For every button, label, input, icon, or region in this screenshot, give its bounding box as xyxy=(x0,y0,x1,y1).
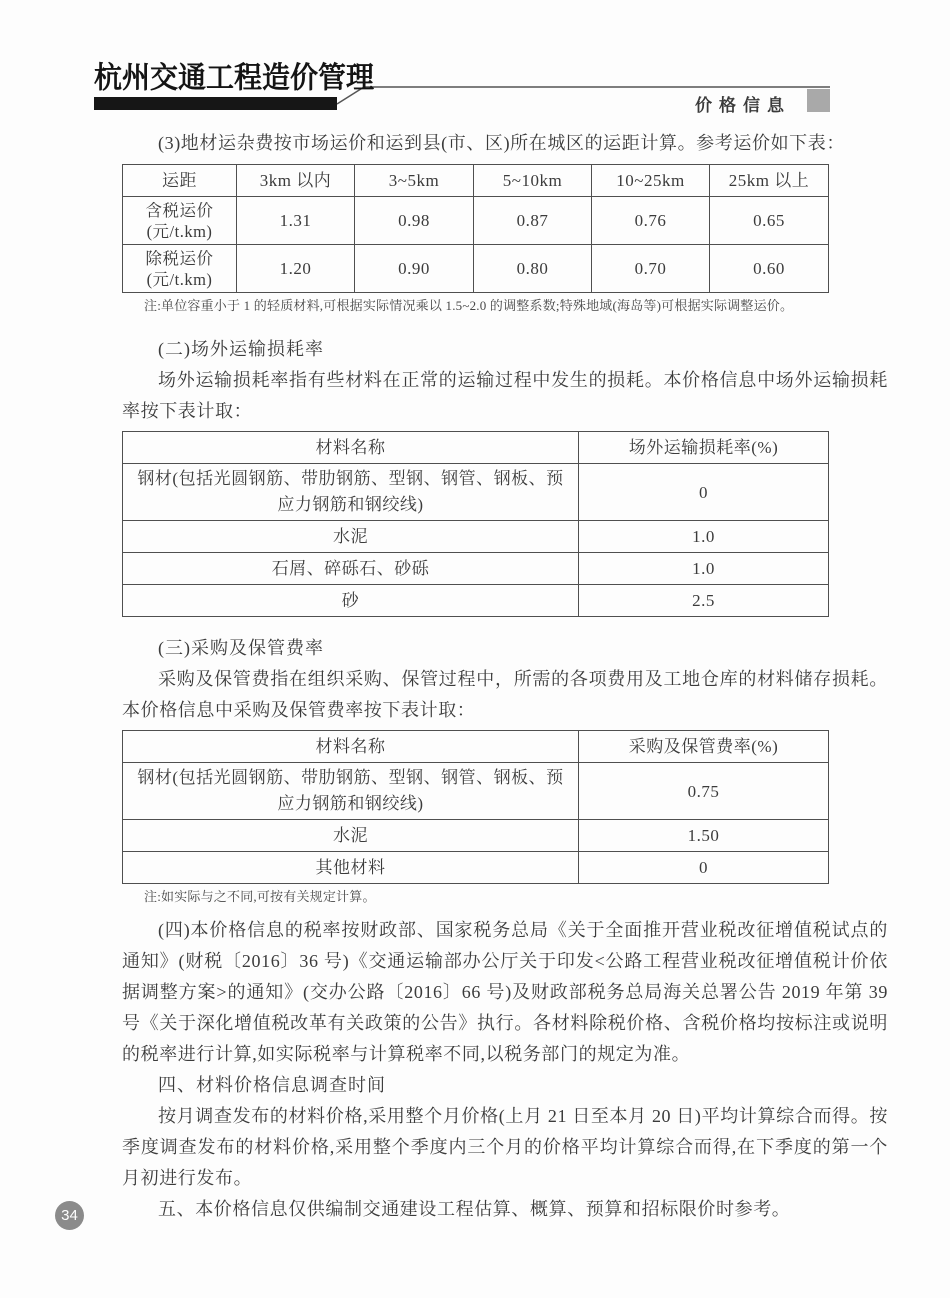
row-label: 含税运价 xyxy=(145,200,214,220)
value-cell: 0 xyxy=(579,464,829,521)
value-cell: 0.80 xyxy=(474,245,592,293)
section-2-paragraph: 场外运输损耗率指有些材料在正常的运输过程中发生的损耗。本价格信息中场外运输损耗率按下表计取： xyxy=(122,370,888,421)
value-cell: 0.98 xyxy=(355,197,474,245)
value-cell: 0.60 xyxy=(710,245,829,293)
value-cell: 0 xyxy=(579,852,829,884)
section-2-heading: (二)场外运输损耗率 xyxy=(158,339,324,359)
masthead-title: 杭州交通工程造价管理 xyxy=(94,61,375,94)
material-cell: 其他材料 xyxy=(123,852,579,884)
header-cell: 场外运输损耗率(%) xyxy=(579,432,829,464)
header-cell: 3km 以内 xyxy=(237,165,355,197)
section-3-paragraph: 采购及保管费指在组织采购、保管过程中，所需的各项费用及工地仓库的材料储存损耗。本价格信息中采购及保管费率按下表计取： xyxy=(122,669,888,720)
page-number-badge: 34 xyxy=(55,1201,84,1230)
header-cell: 5~10km xyxy=(474,165,592,197)
section-4-heading: 四、材料价格信息调查时间 xyxy=(158,1075,386,1095)
value-cell: 0.70 xyxy=(592,245,710,293)
material-cell: 水泥 xyxy=(123,521,579,553)
row-unit: (元/t.km) xyxy=(146,269,213,289)
value-cell: 0.75 xyxy=(579,763,829,820)
material-cell: 砂 xyxy=(123,585,579,617)
value-cell: 0.76 xyxy=(592,197,710,245)
table-row xyxy=(123,197,829,245)
material-cell: 水泥 xyxy=(123,820,579,852)
table-row xyxy=(123,245,829,293)
table-row xyxy=(123,521,829,553)
table-row xyxy=(123,553,829,585)
value-cell: 0.87 xyxy=(474,197,592,245)
table-header-row xyxy=(123,432,829,464)
paragraph-3-freight-intro: (3)地材运杂费按市场运价和运到县(市、区)所在城区的运距计算。参考运价如下表： xyxy=(158,133,845,153)
header-cell: 运距 xyxy=(123,165,237,197)
value-cell: 2.5 xyxy=(579,585,829,617)
procurement-table-note: 注:如实际与之不同,可按有关规定计算。 xyxy=(144,889,376,904)
value-cell: 1.20 xyxy=(237,245,355,293)
header-cell: 3~5km xyxy=(355,165,474,197)
value-cell: 1.0 xyxy=(579,521,829,553)
section-4-paragraph: 按月调查发布的材料价格,采用整个月价格(上月 21 日至本月 20 日)平均计算综合而得。按季度调查发布的材料价格,采用整个季度内三个月的价格平均计算综合而得,在下季度的第一个月初进行发布。 xyxy=(122,1106,888,1188)
procurement-fee-table xyxy=(122,730,829,884)
header-cell: 材料名称 xyxy=(123,731,579,763)
table-header-row xyxy=(123,731,829,763)
row-unit: (元/t.km) xyxy=(146,221,213,241)
header-cell: 采购及保管费率(%) xyxy=(579,731,829,763)
masthead-black-bar xyxy=(94,97,337,110)
table-row xyxy=(123,464,829,521)
table-header-row xyxy=(123,165,829,197)
row-label-cell xyxy=(123,197,237,245)
value-cell: 1.0 xyxy=(579,553,829,585)
table-row xyxy=(123,852,829,884)
transport-loss-table xyxy=(122,431,829,617)
section-3-heading: (三)采购及保管费率 xyxy=(158,638,324,658)
table-row xyxy=(123,763,829,820)
value-cell: 0.90 xyxy=(355,245,474,293)
header-cell: 10~25km xyxy=(592,165,710,197)
material-cell: 钢材(包括光圆钢筋、带肋钢筋、型钢、钢管、钢板、预应力钢筋和钢绞线) xyxy=(123,763,579,820)
header-cell: 25km 以上 xyxy=(710,165,829,197)
paragraph-4-tax-policy: (四)本价格信息的税率按财政部、国家税务总局《关于全面推开营业税改征增值税试点的通知》(财税〔2016〕36 号)《交通运输部办公厅关于印发<公路工程营业税改征增值税计价依据调整方案>的通知》(交办公路〔2016〕66 号)及财政部税务总局海关总署公告 2019 年第 39 号《关于深化增值税改革有关政策的公告》执行。各材料除税价格、含税价格均按标注或说明的税率进行计算,如实际税率与计算税率不同,以税务部门的规定为准。 xyxy=(122,920,888,1064)
row-label: 除税运价 xyxy=(145,248,214,268)
table-row xyxy=(123,585,829,617)
material-cell: 钢材(包括光圆钢筋、带肋钢筋、型钢、钢管、钢板、预应力钢筋和钢绞线) xyxy=(123,464,579,521)
material-cell: 石屑、碎砾石、砂砾 xyxy=(123,553,579,585)
paragraph-5-reference-note: 五、本价格信息仅供编制交通建设工程估算、概算、预算和招标限价时参考。 xyxy=(158,1199,791,1219)
table-row xyxy=(123,820,829,852)
freight-rate-table xyxy=(122,164,829,293)
row-label-cell xyxy=(123,245,237,293)
header-cell: 材料名称 xyxy=(123,432,579,464)
value-cell: 0.65 xyxy=(710,197,829,245)
freight-table-note: 注:单位容重小于 1 的轻质材料,可根据实际情况乘以 1.5~2.0 的调整系数;特殊地域(海岛等)可根据实际调整运价。 xyxy=(144,298,794,313)
section-marker-square-icon xyxy=(807,89,830,112)
page-content xyxy=(122,126,888,1225)
section-label: 价格信息 xyxy=(695,96,791,115)
value-cell: 1.31 xyxy=(237,197,355,245)
value-cell: 1.50 xyxy=(579,820,829,852)
